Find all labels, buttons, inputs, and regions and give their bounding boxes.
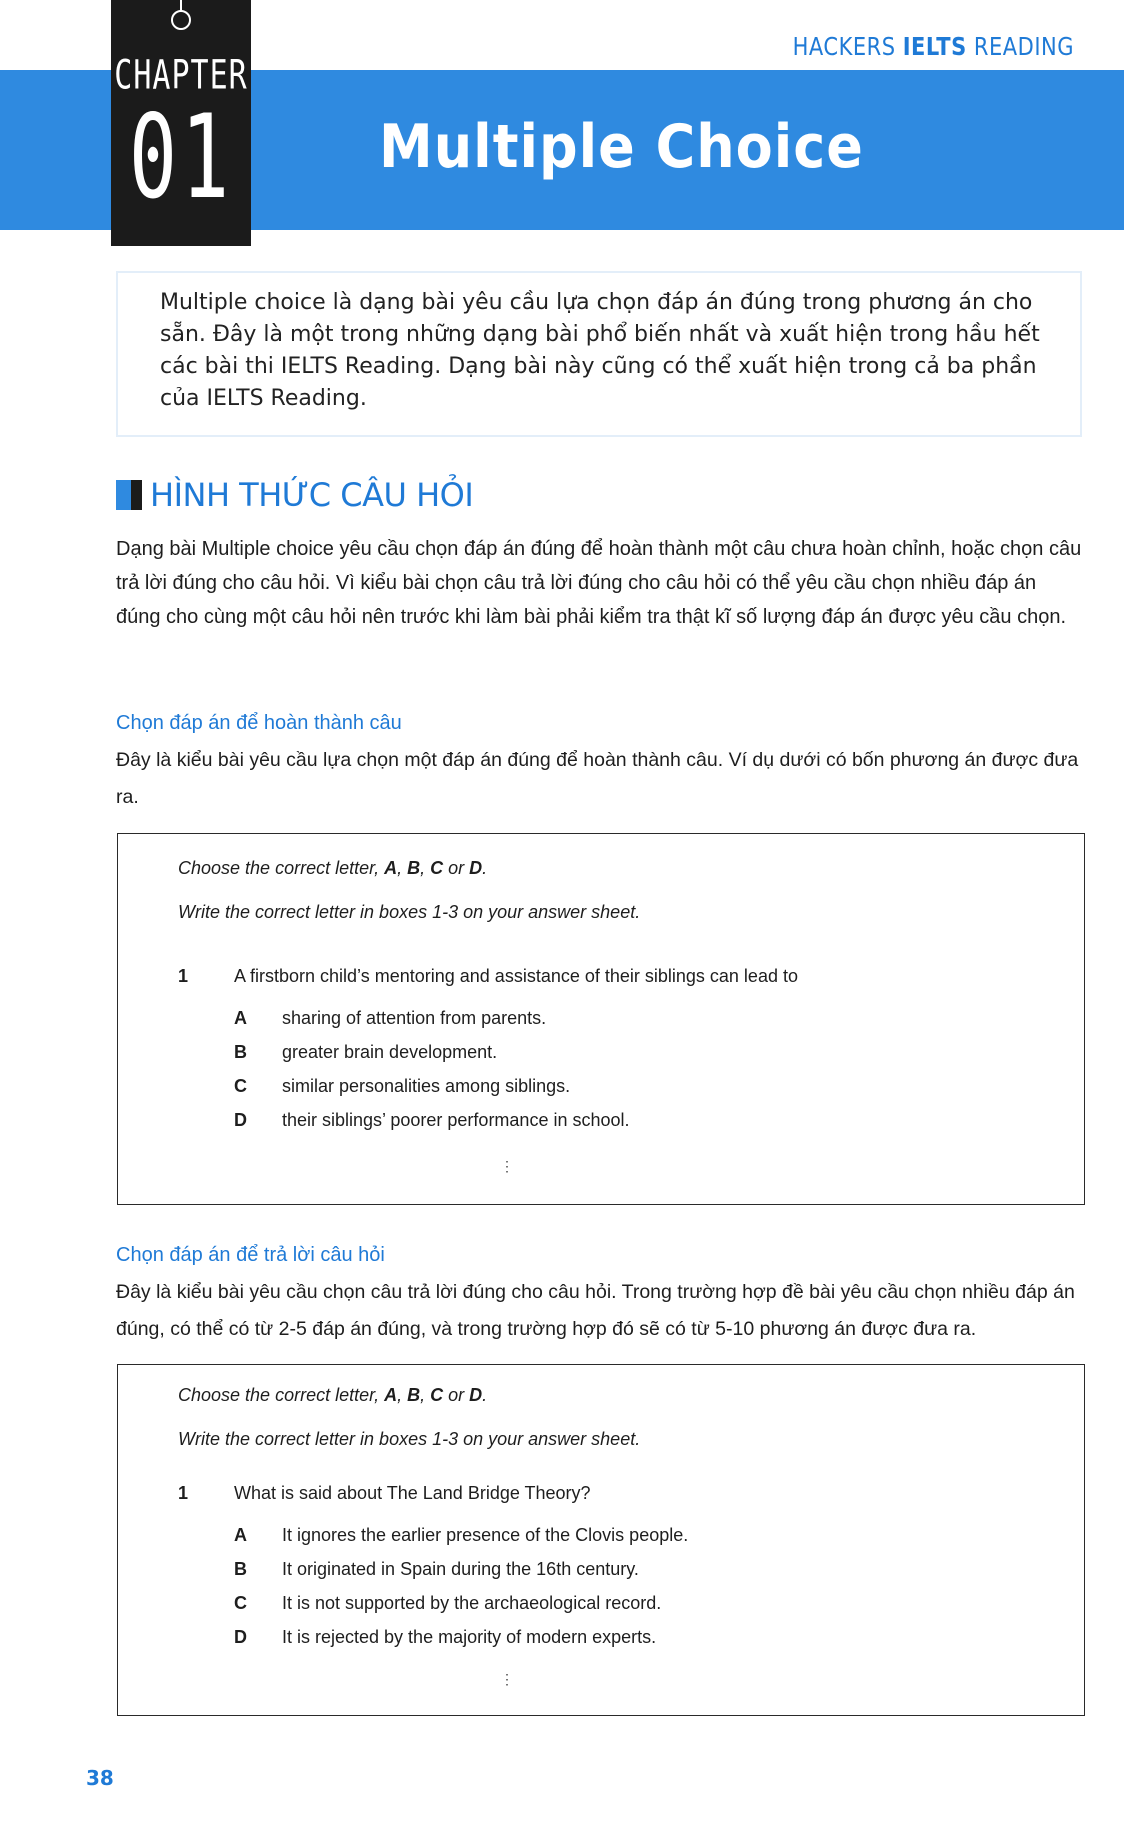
option-letter: A — [234, 1008, 247, 1028]
example-box-1 — [117, 833, 1085, 1205]
option-letter: B — [234, 1042, 247, 1062]
book-brand — [793, 32, 1074, 61]
chapter-label: CHAPTER — [114, 52, 248, 100]
option-letter: B — [234, 1559, 247, 1579]
page-number: 38 — [86, 1766, 114, 1790]
instruction-line-2: Write the correct letter in boxes 1-3 on your answer sheet. — [178, 1429, 641, 1449]
option-text: their siblings’ poorer performance in school. — [282, 1110, 630, 1130]
option-letter: C — [234, 1076, 247, 1096]
instruction-line-2: Write the correct letter in boxes 1-3 on your answer sheet. — [178, 902, 641, 922]
chapter-number: 01 — [128, 89, 234, 225]
question-text: A firstborn child’s mentoring and assistance of their siblings can lead to — [234, 966, 798, 986]
option-text: sharing of attention from parents. — [282, 1008, 547, 1028]
subheading-answer-question-paragraph: Đây là kiểu bài yêu cầu chọn câu trả lời đúng cho câu hỏi. Trong trường hợp đề bài yêu cầu chọn nhiều đáp án đúng, có thể có từ 2-5 đáp án đúng, và trong trường hợp đó sẽ có từ 5-10 phương án được đưa ra. — [116, 1281, 1075, 1340]
intro-text: Multiple choice là dạng bài yêu cầu lựa chọn đáp án đúng trong phương án cho sẵn. Đây là một trong những dạng bài phổ biến nhất và xuất hiện trong hầu hết các bài thi IELTS Reading. Dạng bài này cũng có thể xuất hiện trong cả ba phần của IELTS Reading. — [160, 290, 1040, 411]
option-letter: D — [234, 1627, 247, 1647]
subheading-complete-sentence: Chọn đáp án để hoàn thành câu — [116, 712, 402, 734]
option-text: similar personalities among siblings. — [282, 1076, 571, 1096]
option-letter: D — [234, 1110, 247, 1130]
bookmark-ring-icon — [171, 10, 191, 30]
question-number: 1 — [178, 966, 189, 986]
section-heading — [116, 476, 473, 514]
example-box-2 — [117, 1364, 1085, 1716]
option-text: It originated in Spain during the 16th century. — [282, 1559, 639, 1579]
ellipsis-icon: ⋮ — [500, 1158, 514, 1174]
intro-box — [116, 271, 1082, 437]
brand-prefix: HACKERS — [792, 32, 903, 61]
question-number: 1 — [178, 1483, 189, 1503]
question-text: What is said about The Land Bridge Theory? — [234, 1483, 591, 1503]
instruction-line-1: Choose the correct letter, A, B, C or D. — [178, 1385, 488, 1405]
option-letter: C — [234, 1593, 247, 1613]
section-title: HÌNH THỨC CÂU HỎI — [150, 476, 474, 514]
option-text: It is not supported by the archaeological record. — [282, 1593, 662, 1613]
brand-bold: IELTS — [902, 32, 967, 61]
section-paragraph: Dạng bài Multiple choice yêu cầu chọn đáp án đúng để hoàn thành một câu chưa hoàn chỉnh, hoặc chọn câu trả lời đúng cho câu hỏi. Vì kiểu bài chọn câu trả lời đúng cho câu hỏi có thể yêu cầu chọn nhiều đáp án đúng cho cùng một câu hỏi nên trước khi làm bài phải kiểm tra thật kĩ số lượng đáp án được yêu cầu chọn. — [116, 538, 1082, 628]
chapter-title: Multiple Choice — [379, 112, 864, 182]
subheading-answer-question: Chọn đáp án để trả lời câu hỏi — [116, 1244, 385, 1266]
square-bullet-icon — [116, 480, 142, 510]
chapter-tab — [111, 0, 251, 246]
brand-suffix: READING — [966, 32, 1074, 61]
option-text: It is rejected by the majority of modern experts. — [282, 1627, 657, 1647]
subheading-complete-sentence-paragraph: Đây là kiểu bài yêu cầu lựa chọn một đáp án đúng để hoàn thành câu. Ví dụ dưới có bốn phương án được đưa ra. — [116, 749, 1079, 808]
option-letter: A — [234, 1525, 247, 1545]
ellipsis-icon: ⋮ — [500, 1671, 514, 1687]
option-text: greater brain development. — [282, 1042, 498, 1062]
instruction-line-1: Choose the correct letter, A, B, C or D. — [178, 858, 488, 878]
option-text: It ignores the earlier presence of the Clovis people. — [282, 1525, 689, 1545]
